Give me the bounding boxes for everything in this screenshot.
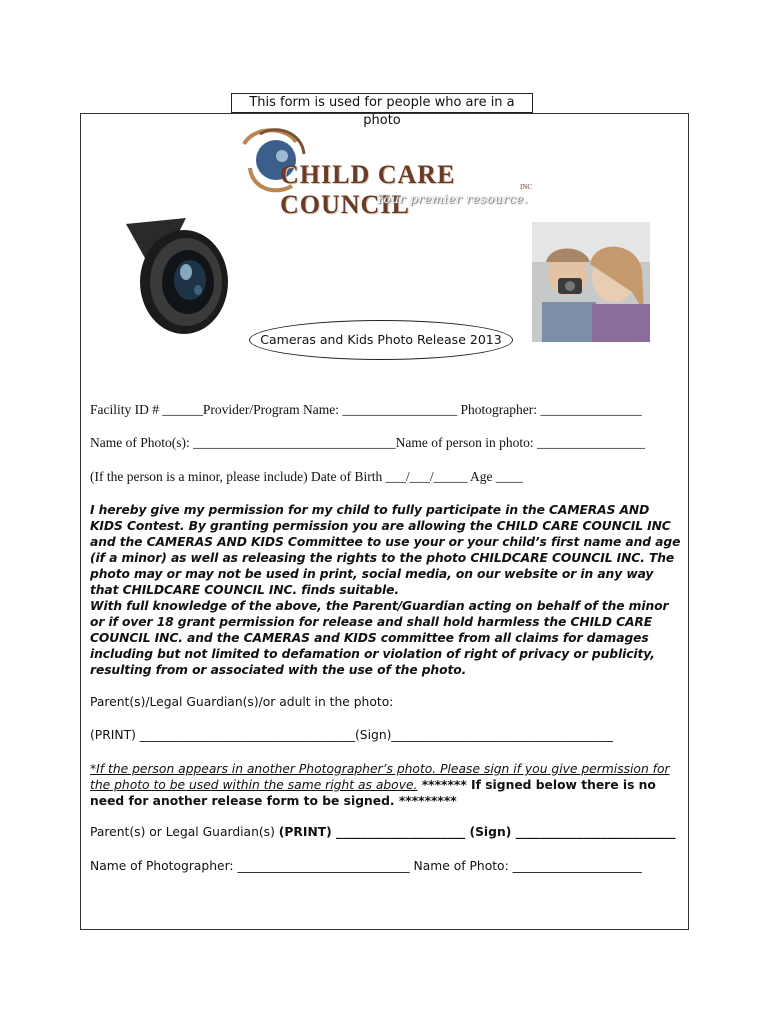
guardian-sign-field[interactable]: (Sign) __________________________ [469,825,676,839]
permission-paragraph: I hereby give my permission for my child to fully participate in the CAMERAS AND KIDS Contest. By granting permission you are allowing the CHILD CARE COUNCIL INC and the CAMERAS AND KIDS Committee to use your or your child’s first name and age (if a minor) as well as releasing the rights to the photo CHILDCARE COUNCIL INC. The photo may or may not be used in print, social media, on our website or in any way that CHILDCARE COUNCIL INC. finds suitable. [90,503,681,597]
guardian-print-field[interactable]: (PRINT) _____________________ [278,825,470,839]
note-bold: ******* If signed below there is no need for another release form to be signed. ********* [90,778,656,808]
photographer-note [90,761,685,809]
birth-age-line[interactable]: (If the person is a minor, please include) Date of Birth ___/___/_____ Age ____ [90,469,523,484]
camera-lens-image [116,218,228,340]
kids-with-camera-photo [532,222,650,342]
note-italic: *If the person appears in another Photographer’s photo. Please sign if you give permission for the photo to be used within the same right as above. [90,762,670,792]
guardian-sign-label: Parent(s) or Legal Guardian(s) [90,825,279,839]
form-purpose-header: This form is used for people who are in a photo [231,93,533,113]
logo-name: CHILD CARE COUNCIL [280,160,456,219]
child-care-council-logo [236,124,536,219]
release-paragraph: With full knowledge of the above, the Parent/Guardian acting on behalf of the minor or if over 18 grant permission for release and shall hold harmless the CHILD CARE COUNCIL INC. and the CAMERAS and KIDS committee from all claims for damages including but not limited to defamation or violation of right of privacy or publicity, resulting from or associated with the use of the photo. [90,599,669,677]
logo-inc: INC [520,183,533,191]
guardian-sign-line[interactable] [90,825,675,839]
photo-name-line[interactable]: Name of Photo(s): ______________________________Name of person in photo: ________________ [90,435,645,450]
facility-provider-line[interactable]: Facility ID # ______Provider/Program Name: _________________ Photographer: _______________ [90,402,642,417]
guardian-label: Parent(s)/Legal Guardian(s)/or adult in the photo: [90,695,394,709]
logo-tagline: Your premier resource. [376,192,529,206]
print-sign-line[interactable]: (PRINT) ___________________________________(Sign)____________________________________ [90,728,613,742]
photographer-name-line[interactable]: Name of Photographer: ____________________________ Name of Photo: _____________________ [90,859,642,873]
form-title: Cameras and Kids Photo Release 2013 [249,320,513,360]
